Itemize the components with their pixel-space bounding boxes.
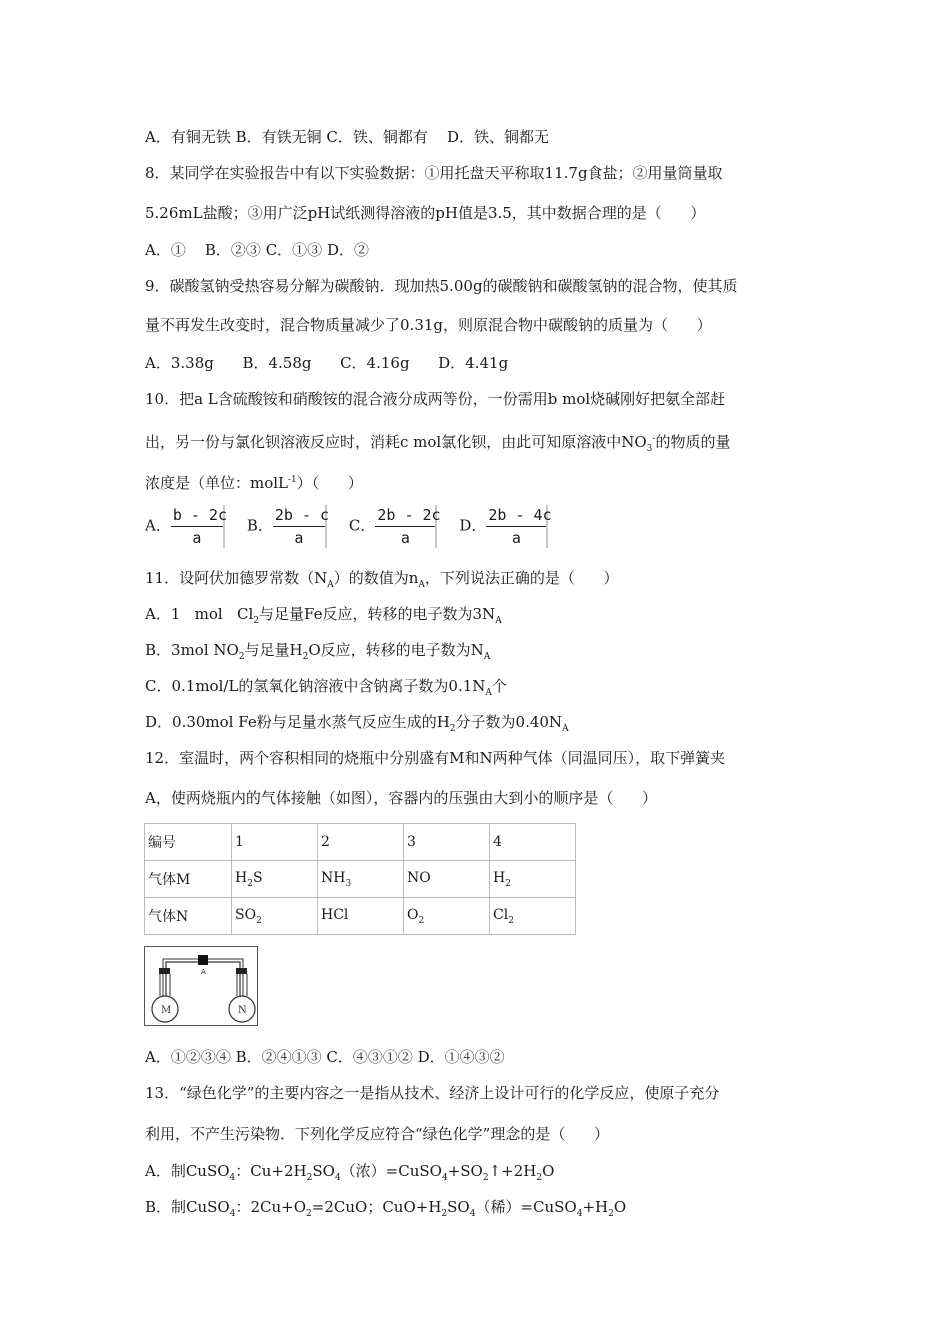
gas-table-header-cell: 编号 (145, 824, 232, 861)
gas-table-header-cell: 1 (232, 824, 318, 861)
gas-table-header-row (145, 824, 576, 861)
q10-stem-line1: 10．把a L含硫酸铵和硝酸铵的混合液分成两等份，一份需用b mol烧碱刚好把氨全部赶 (145, 390, 726, 408)
gas-table-row-n (145, 898, 576, 935)
q10-option-d-numerator: 2b - 4c (486, 505, 546, 527)
q12-options: A．①②③④ B．②④①③ C．④③①② D．①④③② (145, 1048, 505, 1066)
gas-table-cell: $NH_3$ (318, 861, 404, 898)
q10-option-c-letter: C． (348, 516, 376, 535)
q8-options: A．① B．②③ C．①③ D．② (145, 241, 369, 259)
gas-table-row-label: 气体M (145, 861, 232, 898)
q10-option-a-denominator: a (192, 529, 202, 547)
clip-label: A (201, 968, 206, 976)
q12-stem-line2: A，使两烧瓶内的气体接触（如图），容器内的压强由大到小的顺序是（ ） (145, 789, 657, 807)
q10-option-c-denominator: a (400, 529, 410, 547)
q10-stem-line3: 浓度是（单位：molL$^{-1}$）（ ） (145, 474, 363, 492)
left-flask-neck (160, 974, 170, 996)
q10-option-d-letter: D． (459, 516, 487, 535)
right-stopper (236, 968, 247, 974)
q10-stem-line2: 出，另一份与氯化钡溶液反应时，消耗c mol氯化钡，由此可知原溶液中$NO_3^-$的物质的量 (145, 433, 731, 454)
q10-option-c-fraction (375, 505, 441, 548)
q11-stem: 11．设阿伏加德罗常数$(N_A)$的数值为$n_A$，下列说法正确的是（ ） (145, 569, 619, 590)
q10-option-d-fraction (486, 505, 552, 548)
q9-stem-line2: 量不再发生改变时，混合物质量减少了0.31g，则原混合物中碳酸钠的质量为（ ） (145, 316, 712, 334)
q13-option-b: B．制CuSO$_4$：$2Cu+O_2=2CuO$；$CuO+H_2SO_4$（稀）$=CuSO_4+H_2O$ (145, 1198, 627, 1219)
q8-stem-line1: 8．某同学在实验报告中有以下实验数据：①用托盘天平称取11.7g食盐；②用量筒量取 (145, 164, 723, 182)
q10-option-a-numerator: b - 2c (171, 505, 223, 527)
q10-option-b-numerator: 2b - c (273, 505, 325, 527)
q7-options: A．有铜无铁 B．有铁无铜 C．铁、铜都有 D．铁、铜都无 (145, 128, 549, 146)
right-flask-neck (237, 974, 247, 996)
gas-table-cell: $O_2$ (404, 898, 490, 935)
q10-option-a-fraction (171, 505, 228, 548)
gas-table-row-label: 气体N (145, 898, 232, 935)
gas-table-cell: $SO_2$ (232, 898, 318, 935)
q11-option-c: C．0.1mol/L的氢氧化钠溶液中含钠离子数为$0.1N_A$个 (145, 677, 507, 698)
q10-option-c-numerator: 2b - 2c (375, 505, 435, 527)
flask-apparatus-figure (144, 946, 258, 1026)
q10-option-a-letter: A． (145, 516, 171, 535)
gas-table-cell: $H_2$ (490, 861, 576, 898)
gas-table-cell: NO (404, 861, 490, 898)
q8-stem-line2: 5.26mL盐酸；③用广泛pH试纸测得溶液的pH值是3.5，其中数据合理的是（ ） (145, 204, 706, 222)
q9-options: A．3.38g B．4.58g C．4.16g D．4.41g (145, 354, 509, 372)
gas-table-header-cell: 4 (490, 824, 576, 861)
q11-option-b: B．3mol $NO_2$与足量$H_2O$反应，转移的电子数为$N_A$ (145, 641, 491, 662)
q11-option-a: A．1 mol $Cl_2$与足量Fe反应，转移的电子数为$3N_A$ (145, 605, 502, 626)
q10-option-b-fraction (273, 505, 330, 548)
gas-table-row-m (145, 861, 576, 898)
gas-table-header-cell: 3 (404, 824, 490, 861)
q11-option-d: D．0.30mol Fe粉与足量水蒸气反应生成的$H_2$分子数为$0.40N_A$ (145, 713, 569, 734)
q13-option-a: A．制CuSO$_4$：$Cu+2H_2SO_4$（浓）$=CuSO_4+SO_2↑+2H_2O$ (145, 1162, 555, 1183)
flask-label-m: M (161, 1005, 172, 1016)
q13-stem-line2: 利用，不产生污染物．下列化学反应符合“绿色化学”理念的是（ ） (145, 1125, 609, 1143)
q10-option-b-denominator: a (294, 529, 304, 547)
q10-option-d-denominator: a (511, 529, 521, 547)
left-stopper (159, 968, 170, 974)
flask-label-n: N (238, 1005, 247, 1016)
q10-options (145, 505, 552, 548)
q9-stem-line1: 9．碳酸氢钠受热容易分解为碳酸钠．现加热5.00g的碳酸钠和碳酸氢钠的混合物，使其质 (145, 277, 738, 295)
gas-table-header-cell: 2 (318, 824, 404, 861)
q12-stem-line1: 12．室温时，两个容积相同的烧瓶中分别盛有M和N两种气体（同温同压），取下弹簧夹 (145, 749, 726, 767)
q13-stem-line1: 13．“绿色化学”的主要内容之一是指从技术、经济上设计可行的化学反应，使原子充分 (145, 1084, 720, 1102)
spring-clip-icon (198, 955, 208, 965)
q10-option-b-letter: B． (246, 516, 273, 535)
gas-table-cell: $Cl_2$ (490, 898, 576, 935)
gas-table (144, 823, 576, 935)
gas-table-cell: HCl (318, 898, 404, 935)
gas-table-cell: $H_2S$ (232, 861, 318, 898)
